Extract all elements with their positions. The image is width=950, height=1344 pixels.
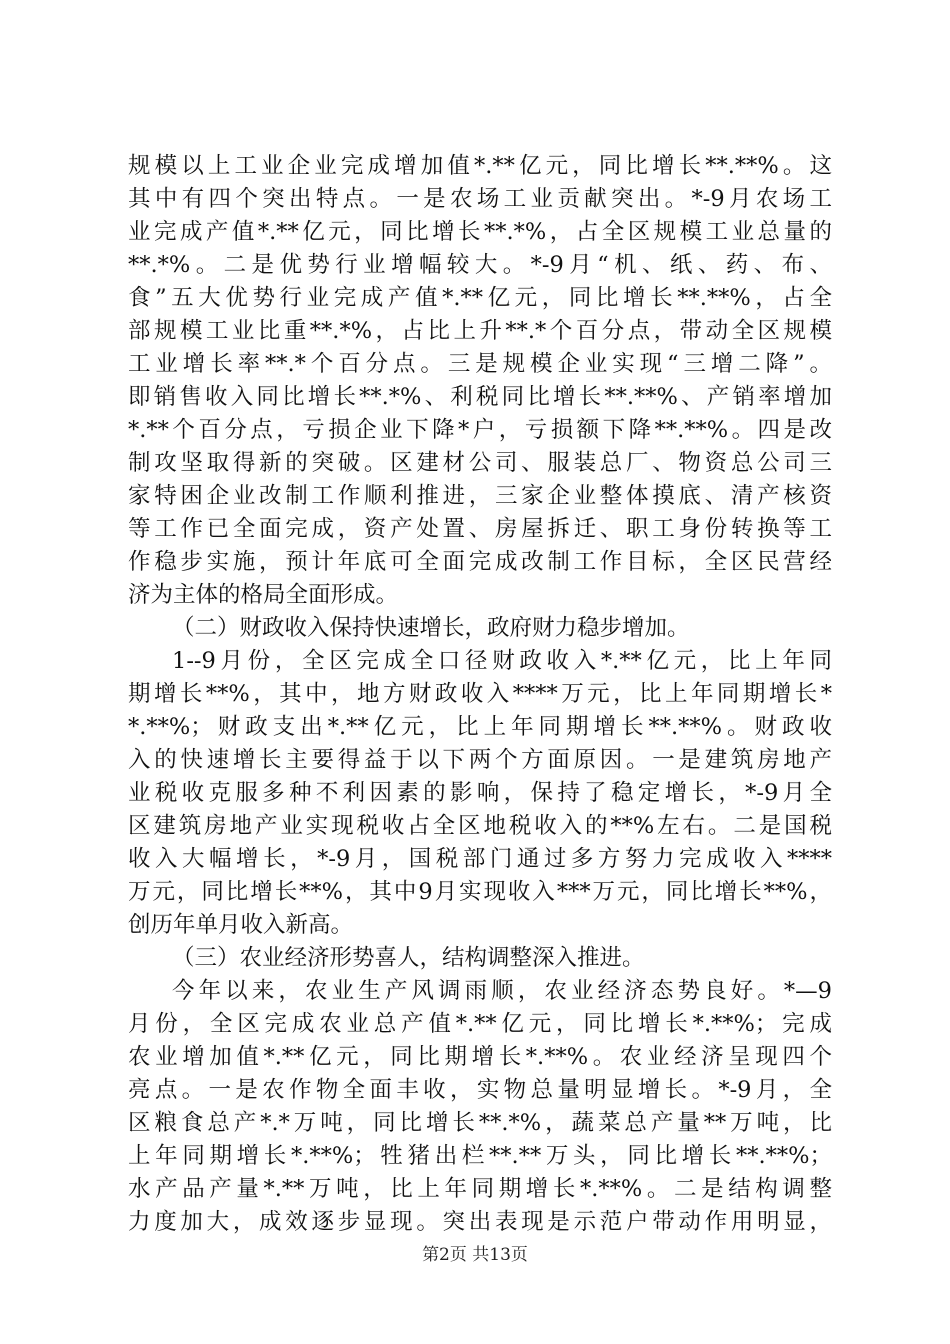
text-line: 规模以上工业企业完成增加值*.**亿元，同比增长**.**%。这	[128, 153, 832, 179]
text-line: 收入大幅增长，*-9月，国税部门通过多方努力完成收入****	[128, 846, 832, 872]
text-line: 区粮食总产*.*万吨，同比增长**.*%，蔬菜总产量**万吨，比	[128, 1110, 832, 1136]
text-line: 月份，全区完成农业总产值*.**亿元，同比增长*.**%；完成	[128, 1011, 832, 1037]
text-line: 期增长**%，其中，地方财政收入****万元，比上年同期增长*	[128, 681, 832, 707]
text-line: *.**%；财政支出*.**亿元，比上年同期增长**.**%。财政收	[128, 714, 832, 740]
text-line: 制攻坚取得新的突破。区建材公司、服装总厂、物资总公司三	[128, 450, 832, 476]
text-line: 力度加大，成效逐步显现。突出表现是示范户带动作用明显，	[128, 1209, 832, 1235]
text-line: 食”五大优势行业完成产值*.**亿元，同比增长**.**%，占全	[128, 285, 832, 311]
page-number: 第2页 共13页	[422, 1245, 528, 1265]
text-line: 济为主体的格局全面形成。	[128, 582, 399, 608]
text-line: 农业增加值*.**亿元，同比期增长*.**%。农业经济呈现四个	[128, 1044, 832, 1070]
text-line: 万元，同比增长**%，其中9月实现收入***万元，同比增长**%，	[128, 879, 832, 905]
text-line: **.*%。二是优势行业增幅较大。*-9月“机、纸、药、布、	[128, 252, 832, 278]
text-line: 入的快速增长主要得益于以下两个方面原因。一是建筑房地产	[128, 747, 832, 773]
text-line: 业税收克服多种不利因素的影响，保持了稳定增长，*-9月全	[128, 780, 832, 806]
document-body	[128, 150, 832, 1239]
text-line: 创历年单月收入新高。	[128, 912, 354, 938]
text-line: 家特困企业改制工作顺利推进，三家企业整体摸底、清产核资	[128, 483, 832, 509]
text-line: 区建筑房地产业实现税收占全区地税收入的**%左右。二是国税	[128, 813, 832, 839]
text-line: 部规模工业比重**.*%，占比上升**.*个百分点，带动全区规模	[128, 318, 832, 344]
text-line: 即销售收入同比增长**.*%、利税同比增长**.**%、产销率增加	[128, 384, 832, 410]
text-line: 工业增长率**.*个百分点。三是规模企业实现“三增二降”。	[128, 351, 832, 377]
text-line: *.**个百分点，亏损企业下降*户，亏损额下降**.**%。四是改	[128, 417, 832, 443]
text-line: 其中有四个突出特点。一是农场工业贡献突出。*-9月农场工	[128, 186, 832, 212]
text-line: 亮点。一是农作物全面丰收，实物总量明显增长。*-9月，全	[128, 1077, 832, 1103]
text-line: 水产品产量*.**万吨，比上年同期增长*.**%。二是结构调整	[128, 1176, 832, 1202]
section-heading: （二）财政收入保持快速增长，政府财力稳步增加。	[172, 615, 690, 641]
section-heading: （三）农业经济形势喜人，结构调整深入推进。	[172, 945, 645, 971]
text-line: 今年以来，农业生产风调雨顺，农业经济态势良好。*—9	[172, 978, 832, 1004]
text-line: 1--9月份，全区完成全口径财政收入*.**亿元，比上年同	[172, 648, 832, 674]
text-line: 作稳步实施，预计年底可全面完成改制工作目标，全区民营经	[128, 549, 832, 575]
text-line: 上年同期增长*.**%；牲猪出栏**.**万头，同比增长**.**%；	[128, 1143, 832, 1169]
text-line: 等工作已全面完成，资产处置、房屋拆迁、职工身份转换等工	[128, 516, 832, 542]
text-line: 业完成产值*.**亿元，同比增长**.*%，占全区规模工业总量的	[128, 219, 832, 245]
